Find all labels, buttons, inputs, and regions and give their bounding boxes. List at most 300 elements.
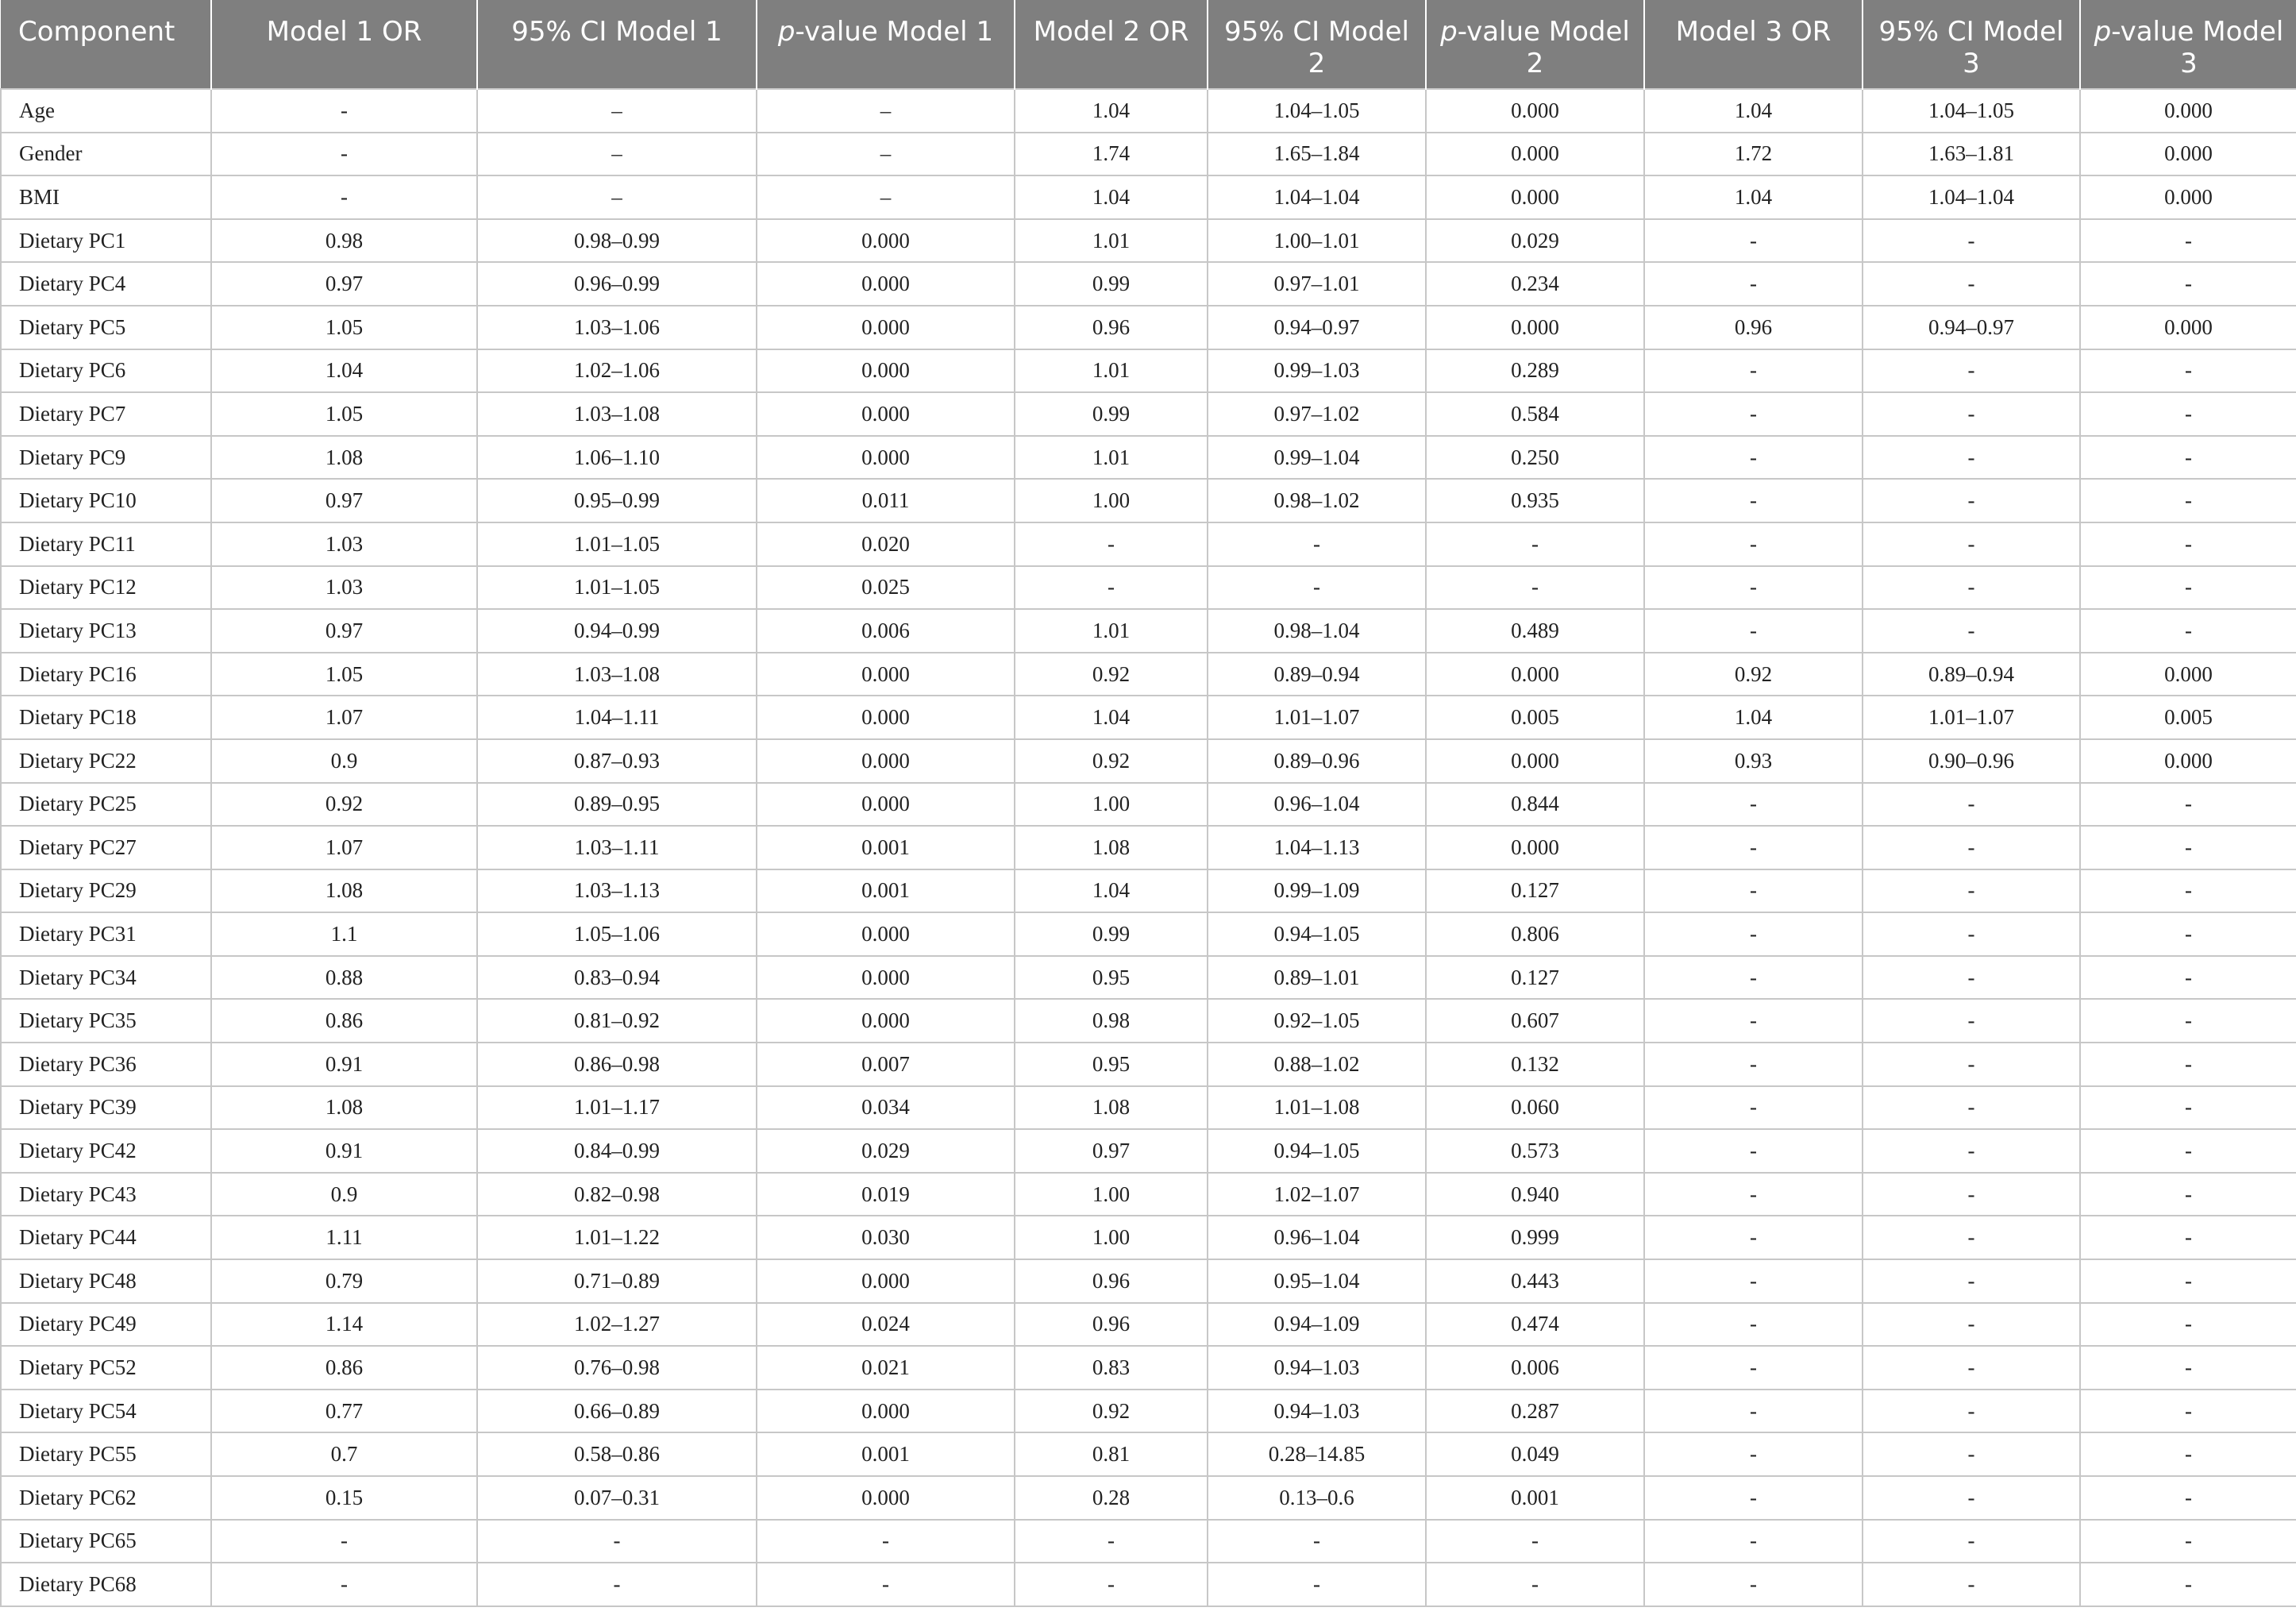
cell-model1-or: 0.9: [211, 739, 477, 783]
cell-model1-pvalue: 0.000: [757, 956, 1015, 1000]
cell-model3-pvalue: 0.000: [2080, 739, 2296, 783]
cell-model1-pvalue: –: [757, 89, 1015, 133]
cell-model1-or: -: [211, 1563, 477, 1606]
cell-model1-pvalue: 0.000: [757, 783, 1015, 827]
cell-component: Dietary PC9: [1, 436, 211, 480]
cell-model1-or: 1.07: [211, 696, 477, 739]
table-row: [1, 1390, 2296, 1433]
cell-model1-or: 1.14: [211, 1303, 477, 1347]
cell-model3-or: -: [1644, 1216, 1863, 1259]
cell-model3-pvalue: -: [2080, 522, 2296, 566]
header-label: Model 3 OR: [1675, 16, 1832, 48]
cell-model2-pvalue: 0.127: [1426, 869, 1644, 913]
header-italic-p: p: [2094, 16, 2112, 48]
cell-component: Dietary PC43: [1, 1173, 211, 1216]
cell-component: Dietary PC12: [1, 566, 211, 610]
cell-model1-or: 1.08: [211, 436, 477, 480]
cell-model2-or: 0.28: [1015, 1476, 1208, 1520]
cell-model3-or: -: [1644, 1432, 1863, 1476]
cell-component: Dietary PC4: [1, 262, 211, 306]
cell-model3-or: -: [1644, 1520, 1863, 1563]
cell-model3-pvalue: -: [2080, 219, 2296, 263]
table-row: [1, 436, 2296, 480]
cell-model1-pvalue: –: [757, 133, 1015, 176]
cell-model3-or: -: [1644, 1043, 1863, 1086]
cell-model3-ci: -: [1863, 1476, 2080, 1520]
table-header: [1, 0, 2296, 89]
cell-model3-ci: -: [1863, 436, 2080, 480]
cell-model1-pvalue: -: [757, 1563, 1015, 1606]
header-italic-p: p: [1440, 16, 1458, 48]
cell-component: Dietary PC16: [1, 653, 211, 696]
cell-model1-ci: 1.06–1.10: [477, 436, 757, 480]
cell-model1-ci: 0.07–0.31: [477, 1476, 757, 1520]
cell-model1-pvalue: 0.000: [757, 999, 1015, 1043]
table-row: [1, 999, 2296, 1043]
cell-component: Dietary PC48: [1, 1259, 211, 1303]
cell-model3-ci: 1.63–1.81: [1863, 133, 2080, 176]
cell-model2-pvalue: 0.250: [1426, 436, 1644, 480]
cell-model1-pvalue: 0.034: [757, 1086, 1015, 1130]
cell-model1-ci: 0.86–0.98: [477, 1043, 757, 1086]
cell-model2-ci: 0.97–1.02: [1208, 392, 1426, 436]
cell-model3-ci: -: [1863, 522, 2080, 566]
cell-model2-pvalue: 0.573: [1426, 1129, 1644, 1173]
cell-model1-pvalue: 0.000: [757, 1476, 1015, 1520]
cell-model1-pvalue: 0.001: [757, 1432, 1015, 1476]
cell-component: Dietary PC29: [1, 869, 211, 913]
cell-model2-or: 1.01: [1015, 609, 1208, 653]
cell-model2-ci: 1.00–1.01: [1208, 219, 1426, 263]
cell-model2-pvalue: -: [1426, 522, 1644, 566]
cell-model1-or: 0.98: [211, 219, 477, 263]
cell-model1-or: 1.03: [211, 522, 477, 566]
cell-component: Dietary PC13: [1, 609, 211, 653]
table-row: [1, 783, 2296, 827]
cell-model2-ci: 0.94–1.03: [1208, 1390, 1426, 1433]
cell-model3-pvalue: 0.000: [2080, 89, 2296, 133]
cell-model2-ci: 0.97–1.01: [1208, 262, 1426, 306]
cell-model1-ci: 1.02–1.27: [477, 1303, 757, 1347]
cell-model2-ci: 0.89–1.01: [1208, 956, 1426, 1000]
cell-model1-ci: 0.98–0.99: [477, 219, 757, 263]
table-row: [1, 566, 2296, 610]
cell-model1-ci: 1.03–1.08: [477, 653, 757, 696]
cell-model3-or: -: [1644, 999, 1863, 1043]
cell-model2-pvalue: 0.000: [1426, 133, 1644, 176]
cell-model3-ci: -: [1863, 1563, 2080, 1606]
cell-model1-pvalue: 0.000: [757, 912, 1015, 956]
cell-model1-or: 0.91: [211, 1129, 477, 1173]
table-row: [1, 522, 2296, 566]
cell-model1-or: 1.05: [211, 392, 477, 436]
cell-model1-pvalue: 0.024: [757, 1303, 1015, 1347]
cell-model3-or: -: [1644, 566, 1863, 610]
cell-model2-or: 1.04: [1015, 89, 1208, 133]
cell-model3-or: 1.04: [1644, 89, 1863, 133]
cell-model2-ci: 0.98–1.02: [1208, 479, 1426, 522]
cell-model3-ci: -: [1863, 479, 2080, 522]
cell-model2-or: -: [1015, 1520, 1208, 1563]
cell-model2-pvalue: 0.844: [1426, 783, 1644, 827]
cell-model2-ci: 1.04–1.04: [1208, 175, 1426, 219]
cell-component: Dietary PC31: [1, 912, 211, 956]
cell-model3-pvalue: -: [2080, 826, 2296, 869]
table-row: [1, 133, 2296, 176]
header-italic-p: p: [777, 16, 796, 48]
cell-model2-ci: 1.04–1.05: [1208, 89, 1426, 133]
cell-model2-pvalue: 0.006: [1426, 1346, 1644, 1390]
cell-component: Dietary PC42: [1, 1129, 211, 1173]
cell-model2-pvalue: 0.060: [1426, 1086, 1644, 1130]
cell-component: Dietary PC7: [1, 392, 211, 436]
cell-model1-or: 0.92: [211, 783, 477, 827]
cell-model2-or: 0.83: [1015, 1346, 1208, 1390]
cell-component: Dietary PC18: [1, 696, 211, 739]
cell-model1-pvalue: 0.025: [757, 566, 1015, 610]
cell-model3-ci: 1.04–1.05: [1863, 89, 2080, 133]
cell-model2-or: 0.96: [1015, 306, 1208, 349]
table-row: [1, 392, 2296, 436]
cell-model2-pvalue: 0.607: [1426, 999, 1644, 1043]
table-row: [1, 1346, 2296, 1390]
table-row: [1, 1432, 2296, 1476]
cell-model3-or: 0.92: [1644, 653, 1863, 696]
table-row: [1, 1043, 2296, 1086]
cell-model2-ci: 0.94–1.09: [1208, 1303, 1426, 1347]
cell-model3-ci: -: [1863, 1259, 2080, 1303]
cell-model1-or: 0.15: [211, 1476, 477, 1520]
cell-model3-or: -: [1644, 1346, 1863, 1390]
table-row: [1, 349, 2296, 393]
cell-model1-ci: 1.03–1.06: [477, 306, 757, 349]
column-header-model3-pvalue: [2080, 0, 2296, 89]
cell-model3-or: 1.04: [1644, 696, 1863, 739]
cell-model2-ci: -: [1208, 1520, 1426, 1563]
cell-model2-ci: 0.94–1.05: [1208, 912, 1426, 956]
cell-model3-ci: -: [1863, 609, 2080, 653]
cell-model1-pvalue: 0.000: [757, 1390, 1015, 1433]
cell-model3-pvalue: 0.000: [2080, 653, 2296, 696]
cell-model2-ci: -: [1208, 1563, 1426, 1606]
cell-model2-or: 0.95: [1015, 1043, 1208, 1086]
cell-model3-ci: -: [1863, 1173, 2080, 1216]
cell-component: Dietary PC49: [1, 1303, 211, 1347]
cell-model2-pvalue: 0.001: [1426, 1476, 1644, 1520]
cell-model3-ci: 0.94–0.97: [1863, 306, 2080, 349]
cell-model2-ci: 0.95–1.04: [1208, 1259, 1426, 1303]
header-label: -value Model 2: [1457, 16, 1630, 79]
cell-model2-or: 1.00: [1015, 1173, 1208, 1216]
cell-component: BMI: [1, 175, 211, 219]
cell-model1-or: 0.9: [211, 1173, 477, 1216]
column-header-component: [1, 0, 211, 89]
header-label: Component: [18, 16, 175, 48]
cell-model3-ci: -: [1863, 1390, 2080, 1433]
cell-model2-or: 1.01: [1015, 436, 1208, 480]
cell-model2-pvalue: 0.999: [1426, 1216, 1644, 1259]
cell-model2-or: 1.08: [1015, 826, 1208, 869]
cell-model1-ci: –: [477, 133, 757, 176]
cell-model3-pvalue: -: [2080, 1259, 2296, 1303]
cell-component: Dietary PC5: [1, 306, 211, 349]
cell-model3-or: 1.04: [1644, 175, 1863, 219]
table-row: [1, 175, 2296, 219]
column-header-model2-or: [1015, 0, 1208, 89]
column-header-model3-ci: [1863, 0, 2080, 89]
cell-component: Dietary PC6: [1, 349, 211, 393]
cell-model2-or: -: [1015, 522, 1208, 566]
cell-component: Gender: [1, 133, 211, 176]
cell-model1-pvalue: 0.007: [757, 1043, 1015, 1086]
cell-component: Dietary PC22: [1, 739, 211, 783]
cell-component: Dietary PC39: [1, 1086, 211, 1130]
cell-model1-or: 1.08: [211, 869, 477, 913]
cell-model3-pvalue: -: [2080, 1086, 2296, 1130]
cell-model3-or: -: [1644, 1303, 1863, 1347]
cell-model1-or: 0.97: [211, 609, 477, 653]
cell-model1-or: 0.86: [211, 999, 477, 1043]
cell-model1-ci: –: [477, 89, 757, 133]
cell-model3-pvalue: -: [2080, 1563, 2296, 1606]
cell-model3-or: -: [1644, 609, 1863, 653]
cell-model3-ci: 0.90–0.96: [1863, 739, 2080, 783]
table-row: [1, 1173, 2296, 1216]
cell-model2-ci: 1.65–1.84: [1208, 133, 1426, 176]
cell-model2-pvalue: 0.584: [1426, 392, 1644, 436]
cell-model2-ci: 0.99–1.04: [1208, 436, 1426, 480]
column-header-model3-or: [1644, 0, 1863, 89]
cell-model2-pvalue: 0.489: [1426, 609, 1644, 653]
cell-model3-or: -: [1644, 1129, 1863, 1173]
table-row: [1, 826, 2296, 869]
cell-model1-pvalue: 0.011: [757, 479, 1015, 522]
cell-model1-ci: 1.02–1.06: [477, 349, 757, 393]
cell-model2-or: 0.92: [1015, 739, 1208, 783]
cell-model3-pvalue: -: [2080, 392, 2296, 436]
cell-model1-ci: -: [477, 1563, 757, 1606]
cell-model3-or: 1.72: [1644, 133, 1863, 176]
cell-model1-or: -: [211, 89, 477, 133]
cell-model3-or: -: [1644, 436, 1863, 480]
cell-model2-ci: -: [1208, 522, 1426, 566]
cell-model3-ci: -: [1863, 1086, 2080, 1130]
cell-model1-or: 1.05: [211, 653, 477, 696]
cell-model3-ci: -: [1863, 826, 2080, 869]
cell-model1-ci: 0.83–0.94: [477, 956, 757, 1000]
cell-model3-ci: -: [1863, 392, 2080, 436]
cell-model3-or: -: [1644, 1390, 1863, 1433]
cell-model2-or: 0.95: [1015, 956, 1208, 1000]
cell-model2-pvalue: 0.000: [1426, 306, 1644, 349]
cell-model1-pvalue: 0.001: [757, 869, 1015, 913]
cell-model2-ci: 0.96–1.04: [1208, 1216, 1426, 1259]
cell-model2-or: 1.00: [1015, 1216, 1208, 1259]
cell-model3-pvalue: -: [2080, 1129, 2296, 1173]
cell-model3-or: -: [1644, 1476, 1863, 1520]
cell-model2-or: 0.92: [1015, 653, 1208, 696]
cell-model3-ci: -: [1863, 262, 2080, 306]
cell-model2-ci: 0.94–1.03: [1208, 1346, 1426, 1390]
cell-model1-ci: 0.76–0.98: [477, 1346, 757, 1390]
cell-model1-pvalue: 0.001: [757, 826, 1015, 869]
table-row: [1, 1129, 2296, 1173]
cell-model3-pvalue: -: [2080, 349, 2296, 393]
cell-model2-ci: 0.96–1.04: [1208, 783, 1426, 827]
table-row: [1, 89, 2296, 133]
cell-model2-ci: -: [1208, 566, 1426, 610]
cell-component: Dietary PC62: [1, 1476, 211, 1520]
cell-model3-ci: -: [1863, 566, 2080, 610]
cell-model2-or: 1.04: [1015, 869, 1208, 913]
cell-model2-pvalue: 0.474: [1426, 1303, 1644, 1347]
cell-model3-pvalue: 0.000: [2080, 175, 2296, 219]
cell-model3-ci: -: [1863, 956, 2080, 1000]
table-row: [1, 696, 2296, 739]
cell-model3-pvalue: -: [2080, 1346, 2296, 1390]
cell-model3-or: -: [1644, 956, 1863, 1000]
header-label: -value Model 3: [2111, 16, 2284, 79]
cell-model2-or: 1.01: [1015, 349, 1208, 393]
cell-model3-ci: 0.89–0.94: [1863, 653, 2080, 696]
cell-model2-or: 1.00: [1015, 479, 1208, 522]
cell-model3-or: -: [1644, 1563, 1863, 1606]
cell-model2-pvalue: -: [1426, 1520, 1644, 1563]
cell-model1-ci: 0.66–0.89: [477, 1390, 757, 1433]
cell-model2-or: 1.04: [1015, 696, 1208, 739]
cell-model1-or: 1.03: [211, 566, 477, 610]
cell-model3-or: -: [1644, 869, 1863, 913]
table-row: [1, 1216, 2296, 1259]
cell-model3-ci: -: [1863, 1432, 2080, 1476]
cell-model1-or: 0.91: [211, 1043, 477, 1086]
cell-model2-pvalue: 0.000: [1426, 653, 1644, 696]
cell-model3-pvalue: -: [2080, 436, 2296, 480]
cell-model1-or: 1.11: [211, 1216, 477, 1259]
cell-model3-pvalue: -: [2080, 1043, 2296, 1086]
cell-model2-or: -: [1015, 1563, 1208, 1606]
cell-model3-or: -: [1644, 1173, 1863, 1216]
cell-model1-or: 0.88: [211, 956, 477, 1000]
cell-model1-ci: 0.71–0.89: [477, 1259, 757, 1303]
column-header-model1-or: [211, 0, 477, 89]
cell-model1-ci: 0.58–0.86: [477, 1432, 757, 1476]
cell-component: Dietary PC44: [1, 1216, 211, 1259]
cell-component: Dietary PC25: [1, 783, 211, 827]
cell-model1-pvalue: 0.019: [757, 1173, 1015, 1216]
cell-model2-ci: 0.88–1.02: [1208, 1043, 1426, 1086]
cell-model2-pvalue: 0.000: [1426, 89, 1644, 133]
table-row: [1, 1303, 2296, 1347]
cell-model3-ci: -: [1863, 1129, 2080, 1173]
cell-component: Dietary PC36: [1, 1043, 211, 1086]
cell-model1-ci: -: [477, 1520, 757, 1563]
cell-model3-pvalue: 0.000: [2080, 133, 2296, 176]
cell-model3-or: -: [1644, 783, 1863, 827]
cell-model1-pvalue: 0.006: [757, 609, 1015, 653]
cell-model3-pvalue: -: [2080, 1476, 2296, 1520]
cell-model3-pvalue: -: [2080, 1432, 2296, 1476]
header-label: 95% CI Model 2: [1223, 16, 1410, 79]
cell-model2-ci: 0.99–1.03: [1208, 349, 1426, 393]
cell-model1-ci: 1.01–1.17: [477, 1086, 757, 1130]
cell-model2-or: 0.81: [1015, 1432, 1208, 1476]
cell-model3-ci: -: [1863, 1216, 2080, 1259]
cell-model2-or: 0.99: [1015, 912, 1208, 956]
cell-model2-or: 0.92: [1015, 1390, 1208, 1433]
cell-model1-or: 0.79: [211, 1259, 477, 1303]
table-row: [1, 609, 2296, 653]
cell-model3-ci: -: [1863, 1303, 2080, 1347]
table-row: [1, 479, 2296, 522]
cell-model3-or: -: [1644, 826, 1863, 869]
cell-model1-ci: 0.95–0.99: [477, 479, 757, 522]
cell-model1-ci: 0.89–0.95: [477, 783, 757, 827]
cell-model3-pvalue: -: [2080, 1520, 2296, 1563]
cell-model2-ci: 0.94–1.05: [1208, 1129, 1426, 1173]
cell-model1-ci: 1.01–1.05: [477, 522, 757, 566]
cell-model3-pvalue: -: [2080, 912, 2296, 956]
cell-model1-pvalue: 0.000: [757, 349, 1015, 393]
cell-model2-ci: 0.92–1.05: [1208, 999, 1426, 1043]
cell-model1-pvalue: 0.000: [757, 306, 1015, 349]
cell-model3-pvalue: 0.005: [2080, 696, 2296, 739]
table-row: [1, 956, 2296, 1000]
cell-model1-or: 1.05: [211, 306, 477, 349]
cell-model2-pvalue: 0.234: [1426, 262, 1644, 306]
cell-component: Dietary PC52: [1, 1346, 211, 1390]
cell-model1-pvalue: 0.020: [757, 522, 1015, 566]
cell-model1-or: 0.97: [211, 262, 477, 306]
cell-model2-or: 1.74: [1015, 133, 1208, 176]
column-header-model2-pvalue: [1426, 0, 1644, 89]
cell-model3-or: -: [1644, 349, 1863, 393]
cell-model3-pvalue: -: [2080, 783, 2296, 827]
header-label: Model 1 OR: [266, 16, 422, 48]
cell-model2-ci: 0.89–0.96: [1208, 739, 1426, 783]
table-body: [1, 89, 2296, 1606]
header-label: 95% CI Model 3: [1878, 16, 2064, 79]
cell-model1-or: 0.86: [211, 1346, 477, 1390]
cell-model2-or: 0.99: [1015, 262, 1208, 306]
cell-model3-pvalue: -: [2080, 609, 2296, 653]
table-row: [1, 739, 2296, 783]
cell-model2-or: 1.00: [1015, 783, 1208, 827]
cell-model2-or: 1.04: [1015, 175, 1208, 219]
cell-component: Dietary PC65: [1, 1520, 211, 1563]
column-header-model2-ci: [1208, 0, 1426, 89]
cell-model2-or: 1.01: [1015, 219, 1208, 263]
cell-model1-ci: 0.84–0.99: [477, 1129, 757, 1173]
cell-model1-ci: 0.87–0.93: [477, 739, 757, 783]
cell-component: Dietary PC55: [1, 1432, 211, 1476]
cell-model2-or: 0.97: [1015, 1129, 1208, 1173]
cell-model1-pvalue: 0.000: [757, 219, 1015, 263]
cell-component: Dietary PC68: [1, 1563, 211, 1606]
cell-model2-or: -: [1015, 566, 1208, 610]
cell-model2-ci: 1.04–1.13: [1208, 826, 1426, 869]
cell-model3-ci: 1.01–1.07: [1863, 696, 2080, 739]
cell-model1-pvalue: 0.029: [757, 1129, 1015, 1173]
cell-model2-ci: 0.98–1.04: [1208, 609, 1426, 653]
cell-model1-pvalue: 0.000: [757, 436, 1015, 480]
cell-model1-or: 0.97: [211, 479, 477, 522]
cell-model1-pvalue: –: [757, 175, 1015, 219]
cell-model3-pvalue: 0.000: [2080, 306, 2296, 349]
cell-model3-or: 0.96: [1644, 306, 1863, 349]
cell-model2-pvalue: 0.000: [1426, 739, 1644, 783]
cell-model2-pvalue: 0.132: [1426, 1043, 1644, 1086]
